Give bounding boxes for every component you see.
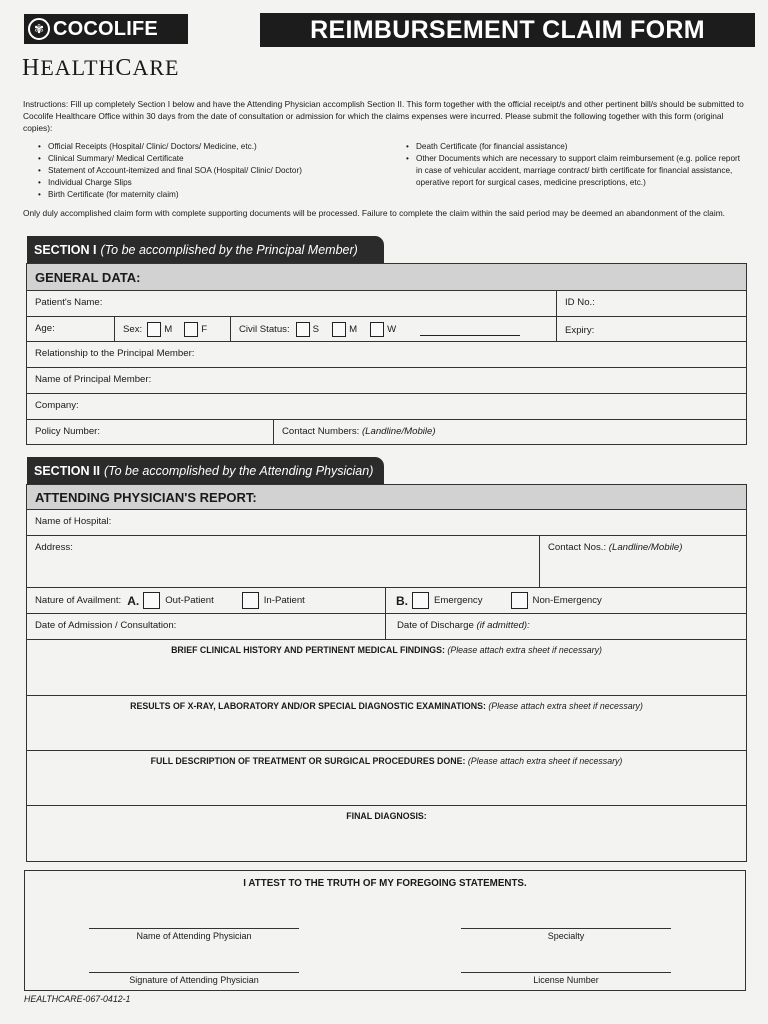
requirements-list-right xyxy=(406,141,748,189)
license-number-line[interactable] xyxy=(461,972,671,973)
principal-member-name-field[interactable]: Name of Principal Member: xyxy=(26,367,747,394)
civil-status-field: Civil Status: S M W xyxy=(230,316,557,342)
requirements-list-left xyxy=(38,141,378,201)
clinical-history-field[interactable]: BRIEF CLINICAL HISTORY AND PERTINENT MEDICAL FINDINGS: (Please attach extra sheet if necessary) xyxy=(26,639,747,696)
in-patient-checkbox[interactable] xyxy=(242,592,259,609)
company-logo xyxy=(24,14,188,44)
id-number-field[interactable]: ID No.: xyxy=(556,290,747,317)
admission-date-field[interactable]: Date of Admission / Consultation: xyxy=(26,613,386,640)
civil-status-married-checkbox[interactable] xyxy=(332,322,346,337)
physician-contact-field[interactable]: Contact Nos.: (Landline/Mobile) xyxy=(539,535,747,588)
civil-status-other-line[interactable] xyxy=(420,323,520,336)
section-2-tab: SECTION II (To be accomplished by the Attending Physician) xyxy=(27,457,384,484)
list-item: • Other Documents which are necessary to support claim reimbursement (e.g. police report in case of vehicular accident, marriage contract/ birth certificate for financial assistance, operative report for surgical cases, medicine prescriptions, etc.) xyxy=(406,153,748,189)
final-diagnosis-field[interactable]: FINAL DIAGNOSIS: xyxy=(26,805,747,862)
specialty-line[interactable] xyxy=(461,928,671,929)
form-code: HEALTHCARE-067-0412-1 xyxy=(24,994,131,1004)
processing-note: Only duly accomplished claim form with complete supporting documents will be processed. Failure to complete the claim within the said period may be deemed an abandonment of the claim. xyxy=(23,208,725,218)
list-item: • Clinical Summary/ Medical Certificate xyxy=(38,153,378,165)
hospital-name-field[interactable]: Name of Hospital: xyxy=(26,509,747,536)
civil-status-widowed-checkbox[interactable] xyxy=(370,322,384,337)
attestation-box xyxy=(24,870,746,991)
license-number-label: License Number xyxy=(533,975,599,985)
patient-name-field[interactable]: Patient's Name: xyxy=(26,290,557,317)
civil-status-single-checkbox[interactable] xyxy=(296,322,310,337)
section-1-tab: SECTION I (To be accomplished by the Principal Member) xyxy=(27,236,384,263)
diagnostic-results-field[interactable]: RESULTS OF X-RAY, LABORATORY AND/OR SPECIAL DIAGNOSTIC EXAMINATIONS: (Please attach extra sheet if necessary) xyxy=(26,695,747,751)
expiry-field[interactable]: Expiry: xyxy=(556,316,747,342)
sex-field: Sex: M F xyxy=(114,316,231,342)
list-item: • Official Receipts (Hospital/ Clinic/ Doctors/ Medicine, etc.) xyxy=(38,141,378,153)
emergency-checkbox[interactable] xyxy=(412,592,429,609)
discharge-date-field[interactable]: Date of Discharge (if admitted): xyxy=(385,613,747,640)
physician-name-line[interactable] xyxy=(89,928,299,929)
treatment-description-field[interactable]: FULL DESCRIPTION OF TREATMENT OR SURGICAL PROCEDURES DONE: (Please attach extra sheet if necessary) xyxy=(26,750,747,806)
logo-text: COCOLIFE xyxy=(53,17,158,40)
availment-type-b-field: B. Emergency Non-Emergency xyxy=(385,587,747,614)
list-item: • Statement of Account-itemized and final SOA (Hospital/ Clinic/ Doctor) xyxy=(38,165,378,177)
instructions-text: Instructions: Fill up completely Section I below and have the Attending Physician accomplish Section II. This form together with the official receipt/s and other pertinent bill/s should be submitted to Cocolife Healthcare Office within 30 days from the date of consultation or admission for which the claims expenses were incurred. Please submit the following together with this form (original copies): xyxy=(23,99,744,133)
signature-line[interactable] xyxy=(89,972,299,973)
relationship-field[interactable]: Relationship to the Principal Member: xyxy=(26,341,747,368)
general-data-heading: GENERAL DATA: xyxy=(26,263,747,291)
company-field[interactable]: Company: xyxy=(26,393,747,420)
contact-numbers-field[interactable]: Contact Numbers: (Landline/Mobile) xyxy=(273,419,747,445)
sex-male-checkbox[interactable] xyxy=(147,322,161,337)
list-item: • Birth Certificate (for maternity claim) xyxy=(38,189,378,201)
attestation-title: I ATTEST TO THE TRUTH OF MY FOREGOING STATEMENTS. xyxy=(243,878,527,889)
policy-number-field[interactable]: Policy Number: xyxy=(26,419,274,445)
availment-type-a-field: Nature of Availment: A. Out-Patient In-Patient xyxy=(26,587,386,614)
physician-report-heading: ATTENDING PHYSICIAN'S REPORT: xyxy=(26,484,747,510)
form-title: REIMBURSEMENT CLAIM FORM xyxy=(260,13,755,47)
physician-name-label: Name of Attending Physician xyxy=(136,931,252,941)
out-patient-checkbox[interactable] xyxy=(143,592,160,609)
specialty-label: Specialty xyxy=(547,931,585,941)
age-field[interactable]: Age: xyxy=(26,316,115,342)
coconut-logo-icon: ✾ xyxy=(28,18,50,40)
non-emergency-checkbox[interactable] xyxy=(511,592,528,609)
address-field[interactable]: Address: xyxy=(26,535,540,588)
list-item: • Death Certificate (for financial assistance) xyxy=(406,141,748,153)
sex-female-checkbox[interactable] xyxy=(184,322,198,337)
list-item: • Individual Charge Slips xyxy=(38,177,378,189)
logo-subtitle: HEALTHCARE xyxy=(22,55,180,81)
signature-label: Signature of Attending Physician xyxy=(129,975,259,985)
